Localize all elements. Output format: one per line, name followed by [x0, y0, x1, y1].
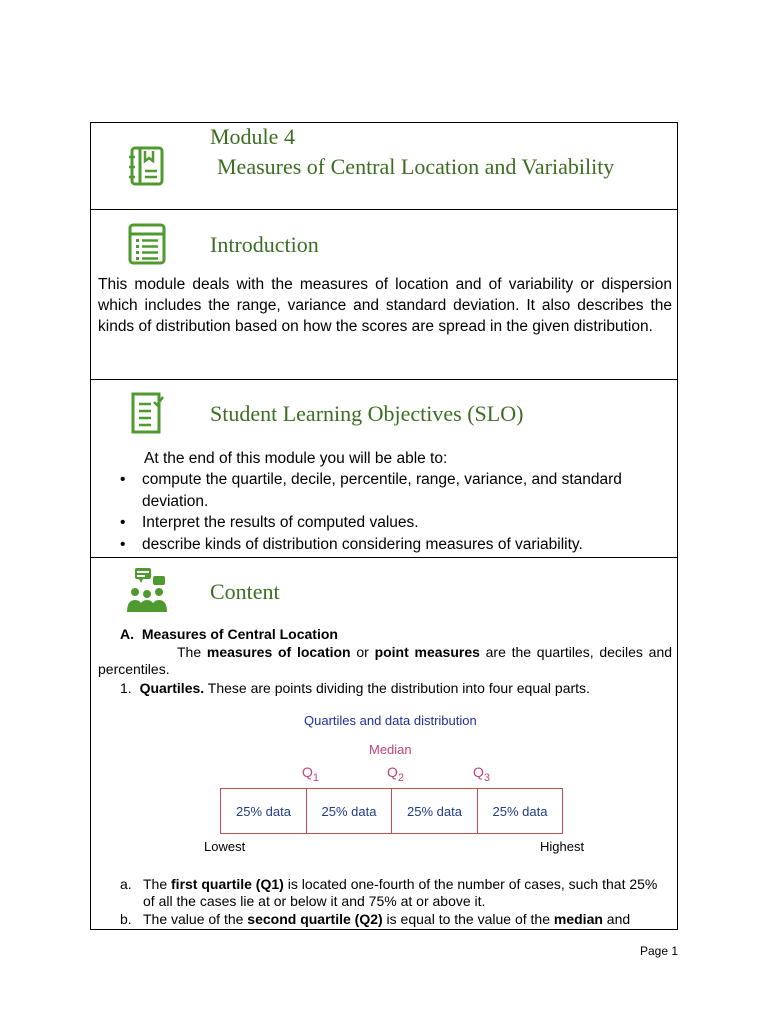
quartile-cell-2: 25% data [307, 789, 392, 833]
book-bookmark-icon [127, 145, 167, 192]
content-section [91, 558, 677, 931]
module-number: Module 4 [210, 124, 295, 149]
section-marker: A. [120, 626, 134, 642]
quartile-cell-4: 25% data [492, 803, 548, 819]
section-title: Measures of Central Location [141, 626, 338, 642]
slo-list [118, 469, 638, 555]
diagram-title: Quartiles and data distribution [304, 713, 477, 728]
list-item: • compute the quartile, decile, percentile, range, variance, and standard deviation. [118, 469, 638, 512]
list-item: • Interpret the results of computed values. [118, 512, 638, 534]
quartile-cell-1: 25% data [221, 789, 307, 833]
lowest-label: Lowest [204, 839, 246, 854]
q1-label: $Q_1$ [302, 764, 320, 784]
module-box [90, 122, 678, 930]
slo-lead: At the end of this module you will be able to: [144, 450, 448, 467]
list-item: • describe kinds of distribution considering measures of variability. [118, 534, 638, 556]
checklist-icon [127, 390, 169, 441]
document-list-icon [127, 222, 167, 271]
page-number: Page 1 [640, 944, 679, 958]
quartile-bar [220, 788, 563, 834]
median-label: Median [369, 742, 412, 757]
q3-label: $Q_3$ [473, 764, 491, 784]
introduction-heading: Introduction [210, 232, 319, 257]
content-heading: Content [210, 579, 280, 604]
module-title: Measures of Central Location and Variability [217, 154, 615, 179]
introduction-section [91, 210, 677, 380]
quartile-cell-3: 25% data [392, 789, 478, 833]
section-a-paragraph: The measures of location or point measures are the quartiles, deciles and percentiles. [98, 644, 673, 677]
module-header-section [91, 123, 677, 210]
introduction-text: This module deals with the measures of location and of variability or dispersion which includes the range, variance and standard deviation. It also describes the kinds of distribution based on how the scores are spread in the given distribution. [98, 276, 672, 335]
item-b: b. The value of the second quartile (Q2) is equal to the value of the median and [120, 911, 631, 927]
item-a: a. The first quartile (Q1) is located one-fourth of the number of cases, such that 25% of all the cases lie at or below it and 75% at or above it. [120, 876, 658, 909]
q2-label: $Q_2$ [387, 764, 405, 784]
slo-heading: Student Learning Objectives (SLO) [210, 401, 524, 426]
slo-section [91, 380, 677, 558]
quartiles-item: 1. Quartiles. These are points dividing the distribution into four equal parts. [120, 680, 590, 696]
highest-label: Highest [540, 839, 585, 854]
